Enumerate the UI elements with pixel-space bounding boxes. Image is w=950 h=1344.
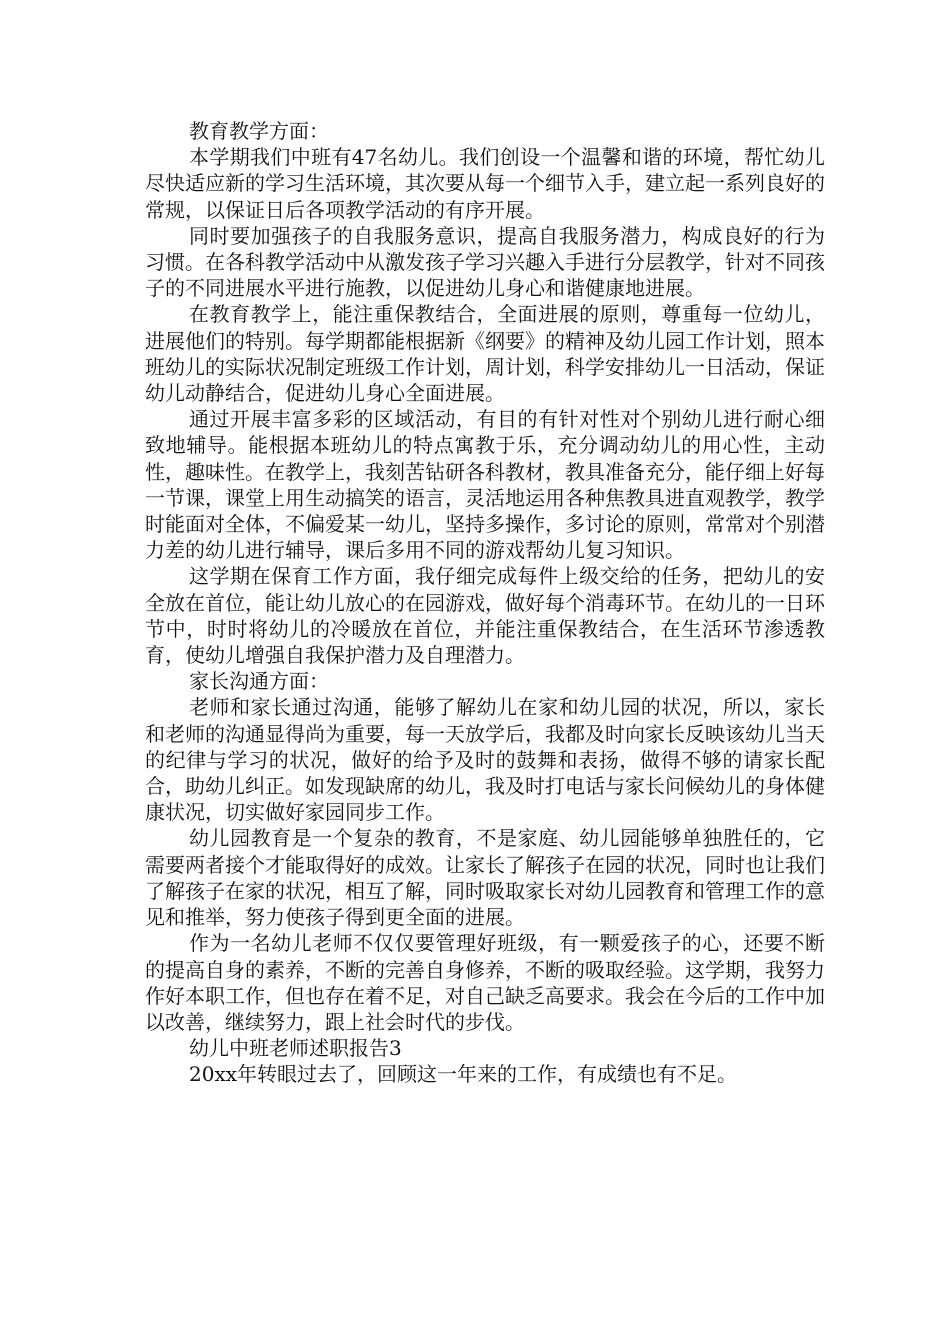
paragraph: 这学期在保育工作方面，我仔细完成每件上级交给的任务，把幼儿的安全放在首位，能让幼儿放心的在园游戏，做好每个消毒环节。在幼儿的一日环节中，时时将幼儿的冷暖放在首位，并能注重保教结合，在生活环节渗透教育，使幼儿增强自我保护潜力及自理潜力。 bbox=[145, 564, 825, 668]
report-title: 幼儿中班老师述职报告3 bbox=[189, 1036, 402, 1061]
paragraph: 本学期我们中班有47名幼儿。我们创设一个温馨和谐的环境，帮忙幼儿尽快适应新的学习生活环境，其次要从每一个细节入手，建立起一系列良好的常规，以保证日后各项教学活动的有序开展。 bbox=[145, 145, 825, 222]
paragraph: 幼儿园教育是一个复杂的教育，不是家庭、幼儿园能够单独胜任的，它需要两者接个才能取得好的成效。让家长了解孩子在园的状况，同时也让我们了解孩子在家的状况，相互了解，同时吸取家长对幼儿园教育和管理工作的意见和推举，努力使孩子得到更全面的进展。 bbox=[145, 826, 825, 930]
paragraph: 老师和家长通过沟通，能够了解幼儿在家和幼儿园的状况，所以，家长和老师的沟通显得尚为重要，每一天放学后，我都及时向家长反映该幼儿当天的纪律与学习的状况，做好的给予及时的鼓舞和表扬，做得不够的请家长配合，助幼儿纠正。如发现缺席的幼儿，我及时打电话与家长问候幼儿的身体健康状况，切实做好家园同步工作。 bbox=[145, 695, 825, 825]
section-heading-parent-communication: 家长沟通方面： bbox=[189, 669, 329, 694]
paragraph: 同时要加强孩子的自我服务意识，提高自我服务潜力，构成良好的行为习惯。在各科教学活动中从激发孩子学习兴趣入手进行分层教学，针对不同孩子的不同进展水平进行施教，以促进幼儿身心和谐健康地进展。 bbox=[145, 223, 825, 301]
document-body bbox=[145, 118, 825, 1088]
paragraph: 通过开展丰富多彩的区域活动，有目的有针对性对个别幼儿进行耐心细致地辅导。能根据本班幼儿的特点寓教于乐，充分调动幼儿的用心性，主动性，趣味性。在教学上，我刻苦钻研各科教材，教具准备充分，能仔细上好每一节课，课堂上用生动搞笑的语言，灵活地运用各种焦教具进直观教学，教学时能面对全体，不偏爱某一幼儿，坚持多操作，多讨论的原则，常常对个别潜力差的幼儿进行辅导，课后多用不同的游戏帮幼儿复习知识。 bbox=[145, 407, 825, 563]
paragraph: 作为一名幼儿老师不仅仅要管理好班级，有一颗爱孩子的心，还要不断的提高自身的素养，不断的完善自身修养，不断的吸取经验。这学期，我努力作好本职工作，但也存在着不足，对自己缺乏高要求。我会在今后的工作中加以改善，继续努力，跟上社会时代的步伐。 bbox=[145, 931, 825, 1034]
paragraph: 20xx年转眼过去了，回顾这一年来的工作，有成绩也有不足。 bbox=[189, 1062, 738, 1087]
paragraph: 在教育教学上，能注重保教结合，全面进展的原则，尊重每一位幼儿，进展他们的特别。每学期都能根据新《纲要》的精神及幼儿园工作计划，照本班幼儿的实际状况制定班级工作计划，周计划，科学安排幼儿一日活动，保证幼儿动静结合，促进幼儿身心全面进展。 bbox=[145, 302, 825, 406]
section-heading-teaching: 教育教学方面： bbox=[189, 119, 329, 143]
